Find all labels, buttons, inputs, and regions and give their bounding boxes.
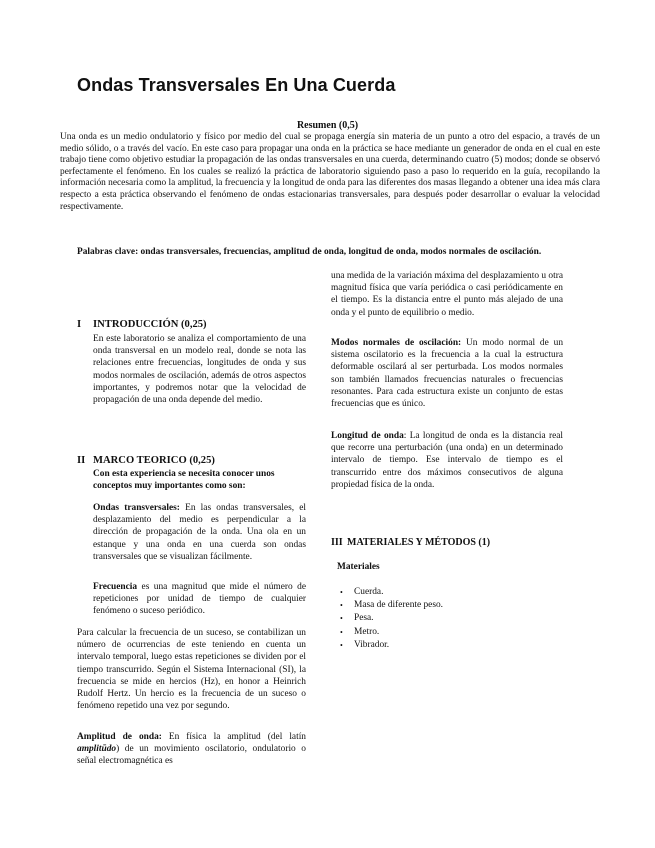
ondas-term: Ondas transversales:	[93, 503, 180, 513]
list-item: • Vibrador.	[340, 639, 443, 652]
bullet: •	[340, 601, 343, 611]
materiales-subheading: Materiales	[337, 562, 380, 572]
list-item: • Metro.	[340, 626, 443, 639]
bullet: •	[340, 640, 343, 650]
ondas-paragraph	[93, 502, 306, 563]
intro-text: En este laboratorio se analiza el comportamiento de una onda transversal en un modelo real, donde se nota las relaciones entre frecuencias, longitudes de onda y sus modos normales de oscilación, además de otros aspectos importantes, y podremos notar que la velocidad de propagación de una onda depende del medio.	[93, 334, 306, 406]
section-intro-heading	[77, 319, 207, 330]
marco-subheading: Con esta experiencia se necesita conocer unos conceptos muy importantes como son:	[93, 469, 275, 491]
frecuencia-paragraph	[93, 581, 306, 618]
frecuencia-text: es una magnitud que mide el número de repeticiones por unidad de tiempo de cualquier fenómeno o suceso periódico.	[93, 582, 306, 617]
amplitud-italic: amplitūdo	[77, 744, 117, 755]
list-item: • Masa de diferente peso.	[340, 599, 443, 612]
modos-paragraph	[331, 337, 563, 410]
bullet: •	[340, 588, 343, 597]
bullet: •	[340, 627, 343, 637]
calc-paragraph: Para calcular la frecuencia de un suceso, se contabilizan un número de ocurrencias de este teniendo en cuenta un intervalo temporal, luego estas repeticiones se dividen por el tiempo transcurrido. Según el Sistema Internacional (SI), la frecuencia se mide en hercios (Hz), en honor a Heinrich Rudolf Hertz. Un hercio es la frecuencia de un suceso o fenómeno repetido una vez por segundo.	[77, 628, 306, 712]
list-item: • Pesa.	[340, 612, 443, 625]
amplitud-continuation: una medida de la variación máxima del desplazamiento u otra magnitud física que varía periódica o casi periódicamente en el tiempo. Es la distancia entre el punto más alejado de una onda y el punto de equilibrio o medio.	[331, 271, 563, 318]
section-number: III	[331, 537, 343, 548]
longitud-text: : La longitud de onda es la distancia real que recorre una perturbación (una onda) en un determinado intervalo de tiempo. Ese intervalo de tiempo es el transcurrido entre dos máximos consecutivos de alguna propiedad física de la onda.	[331, 431, 563, 490]
list-item: • Cuerda.	[340, 586, 443, 599]
section-title: MATERIALES Y MÉTODOS (1)	[347, 537, 491, 548]
modos-term: Modos normales de oscilación:	[331, 338, 462, 348]
bullet: •	[340, 614, 343, 624]
section-number: II	[77, 455, 86, 466]
longitud-term: Longitud de onda	[331, 431, 404, 441]
amplitud-text-2: ) de un movimiento oscilatorio, ondulatorio o señal electromagnética es	[77, 744, 306, 767]
modos-text: Un modo normal de un sistema oscilatorio es la frecuencia a la cual la estructura deformable oscilará al ser perturbada. Los modos normales son también llamados frecuencias naturales o frecuencias resonantes. Para cada estructura existe un conjunto de estas frecuencias que es único.	[331, 338, 564, 410]
section-marco-heading	[77, 455, 215, 466]
amplitud-text-1: En física la amplitud (del latín	[161, 732, 306, 742]
longitud-paragraph	[331, 430, 563, 491]
section-materiales-heading	[331, 537, 490, 548]
abstract-heading: Resumen (0,5)	[296, 120, 359, 131]
abstract-text: Una onda es un medio ondulatorio y físico por medio del cual se propaga energía sin materia de un punto a otro del espacio, a través de un medio sólido, o a través del vacío. En este caso para propagar una onda en la práctica se hace mediante un generador de onda en el cual en este trabajo tiene como objetivo estudiar la propagación de las ondas transversales en una cuerda, determinando cuatro (5) modos; donde se observó perfectamente el fenómeno. En los cuales se realizó la práctica de laboratorio siguiendo paso a paso lo requerido en la guía, recopilando la información necesaria como la amplitud, la frecuencia y la longitud de onda para las diferentes dos masas llegando a obtener una idea más clara respecto a esta práctica observando el fenómeno de ondas estacionarias transversales, para después poder desarrollar o evaluar la velocidad respectivamente.	[60, 132, 600, 212]
ondas-text: En las ondas transversales, el desplazamiento del medio es perpendicular a la dirección de propagación de la onda. Una ola en un estanque y una onda en una cuerda son ondas transversales que se visualizan fácilmente.	[93, 503, 306, 562]
section-title: MARCO TEORICO (0,25)	[93, 455, 215, 466]
frecuencia-term: Frecuencia	[93, 582, 138, 592]
keywords: Palabras clave: ondas transversales, frecuencias, amplitud de onda, longitud de onda, modos normales de oscilación.	[77, 247, 542, 257]
materiales-list	[340, 586, 443, 652]
amplitud-paragraph	[77, 731, 306, 768]
section-number: I	[77, 319, 82, 330]
page-title: Ondas Transversales En Una Cuerda	[77, 75, 396, 95]
section-title: INTRODUCCIÓN (0,25)	[93, 319, 207, 330]
amplitud-term: Amplitud de onda:	[77, 732, 162, 742]
